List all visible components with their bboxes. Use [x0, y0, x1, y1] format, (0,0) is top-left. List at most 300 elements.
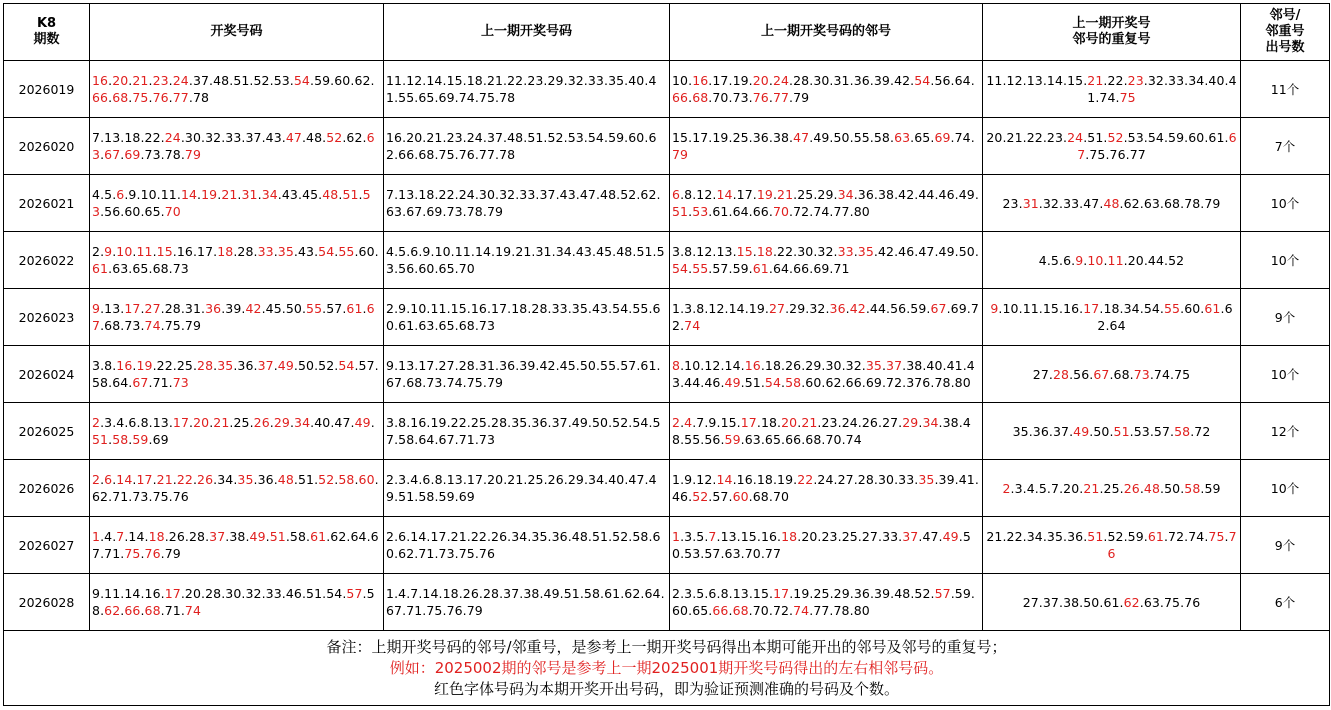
period-cell[interactable]: 2026028: [4, 574, 90, 631]
hit-number: 54: [293, 73, 310, 88]
hit-number: 76: [752, 90, 769, 105]
number: 55: [853, 130, 870, 145]
hit-number: 7: [116, 529, 125, 544]
number: 36: [1067, 529, 1084, 544]
number: 78: [164, 147, 181, 162]
number: 11: [986, 73, 1003, 88]
number: 75: [164, 318, 181, 333]
hit-number: 10: [1087, 252, 1104, 268]
number: 8: [696, 301, 705, 316]
draw-cell[interactable]: 7.13.18.22.24.30.32.33.37.43.47.48.52.62.63.67.69.73.78.79: [90, 118, 384, 175]
hit-number: 34: [837, 187, 854, 202]
number: 4: [92, 187, 101, 202]
number: 68: [104, 318, 121, 333]
notes-cell[interactable]: [4, 631, 1330, 706]
period-cell[interactable]: 2026019: [4, 61, 90, 118]
prev-draw-cell[interactable]: 2.3.4.6.8.13.17.20.21.25.26.29.34.40.47.49.51.58.59.69: [384, 460, 670, 517]
number: 24: [466, 130, 483, 145]
hit-number: 52: [692, 489, 709, 504]
number: 16: [470, 301, 487, 316]
neighbors-cell[interactable]: 2.4.7.9.15.17.18.20.21.23.24.26.27.29.34.38.48.55.56.59.63.65.66.68.70.74: [670, 403, 983, 460]
hit-number: 47: [285, 130, 302, 145]
number: 50: [285, 301, 302, 316]
header-prev-draw[interactable]: 上一期开奖号码: [384, 4, 670, 61]
number: 76: [458, 147, 475, 162]
hit-number: 14: [116, 472, 133, 487]
number: 17: [466, 472, 483, 487]
draw-cell[interactable]: 3.8.16.19.22.25.28.35.36.37.49.50.52.54.57.58.64.67.71.73: [90, 346, 384, 403]
number: 11: [430, 301, 447, 316]
prev-draw-cell[interactable]: 16.20.21.23.24.37.48.51.52.53.54.59.60.62.66.68.75.76.77.78: [384, 118, 670, 175]
number: 51: [636, 244, 653, 259]
draw-cell[interactable]: 2.6.14.17.21.22.26.34.35.36.48.51.52.58.60.62.71.73.75.76: [90, 460, 384, 517]
hit-number: 75: [132, 90, 149, 105]
number: 25: [797, 187, 814, 202]
number: 35: [571, 301, 588, 316]
number: 28: [857, 472, 874, 487]
number: 1: [672, 301, 681, 316]
hit-number: 58: [338, 472, 355, 487]
number: 27: [837, 472, 854, 487]
number: 61: [604, 586, 621, 601]
count-cell[interactable]: 10个: [1241, 460, 1330, 517]
number: 11: [1022, 301, 1039, 316]
number: 28: [237, 244, 254, 259]
number: 70: [712, 90, 729, 105]
period-cell[interactable]: 2026026: [4, 460, 90, 517]
number: 22: [1006, 529, 1023, 544]
hit-number: 18: [148, 529, 165, 544]
hit-number: 61: [346, 301, 363, 316]
number: 14: [474, 244, 492, 259]
count-cell[interactable]: 12个: [1241, 403, 1330, 460]
period-cell[interactable]: 2026022: [4, 232, 90, 289]
number: 3: [684, 529, 693, 544]
number: 22: [1107, 73, 1124, 88]
number: 79: [793, 90, 810, 105]
number: 28: [164, 301, 181, 316]
prev-draw-cell[interactable]: 9.13.17.27.28.31.36.39.42.45.50.55.57.61.67.68.73.74.75.79: [384, 346, 670, 403]
number: 60: [386, 301, 661, 333]
hit-number: 27: [768, 301, 786, 316]
number: 40: [1208, 73, 1225, 88]
number: 17: [692, 130, 709, 145]
hit-number: 67: [132, 375, 149, 390]
hit-number: 61: [310, 529, 327, 544]
number: 71: [152, 375, 169, 390]
number: 32: [567, 73, 584, 88]
number: 3: [1014, 480, 1023, 496]
number: 21: [986, 529, 1003, 544]
count-cell[interactable]: 9个: [1241, 289, 1330, 346]
hit-number: 20: [752, 73, 769, 88]
hit-number: 11: [1107, 252, 1124, 268]
number: 37: [551, 415, 568, 430]
number: 6: [422, 472, 431, 487]
hit-number: 59: [724, 432, 741, 447]
hit-number: 19: [756, 187, 773, 202]
number: 37: [1052, 423, 1070, 439]
count-cell[interactable]: 11个: [1241, 61, 1330, 118]
neighbors-cell[interactable]: 3.8.12.13.15.18.22.30.32.33.35.42.46.47.49.50.54.55.57.59.61.64.66.69.71: [670, 232, 983, 289]
number: 13: [1026, 73, 1043, 88]
number: 16: [144, 586, 161, 601]
number: 32: [205, 130, 222, 145]
number: 47: [1083, 195, 1100, 211]
number: 59: [1204, 480, 1221, 496]
hit-number: 42: [849, 301, 866, 316]
number: 13: [720, 529, 737, 544]
header-repeats-line2: 邻号的重复号: [1072, 32, 1151, 47]
number: 51: [233, 73, 250, 88]
hit-number: 51: [92, 432, 109, 447]
hit-number: 58: [1184, 480, 1201, 496]
number: 62: [624, 586, 641, 601]
number: 80: [853, 603, 870, 618]
hit-number: 42: [245, 301, 262, 316]
number: 56: [104, 204, 121, 219]
number: 60: [628, 130, 645, 145]
number: 34: [555, 244, 572, 259]
prev-draw-cell[interactable]: 3.8.16.19.22.25.28.35.36.37.49.50.52.54.57.58.64.67.71.73: [384, 403, 670, 460]
number: 54: [1147, 130, 1164, 145]
hit-number: 19: [201, 187, 218, 202]
number: 32: [499, 187, 516, 202]
hit-number: 68: [732, 603, 749, 618]
note-line-2: 例如：2025002期的邻号是参考上一期2025001期开奖号码得出的左右相邻号码。: [389, 658, 944, 677]
number: 25: [841, 529, 858, 544]
hit-number: 49: [942, 529, 959, 544]
header-count[interactable]: [1241, 4, 1330, 61]
hit-number: 49: [724, 375, 741, 390]
number: 51: [398, 489, 415, 504]
hit-number: 77: [172, 90, 189, 105]
number: 14: [124, 586, 141, 601]
header-prev-neighbors[interactable]: 上一期开奖号码的邻号: [670, 4, 983, 61]
number: 44: [918, 187, 935, 202]
period-cell[interactable]: 2026021: [4, 175, 90, 232]
number: 62: [330, 529, 347, 544]
number: 39: [225, 301, 242, 316]
header-draw[interactable]: 开奖号码: [90, 4, 384, 61]
hit-number: 52: [318, 472, 335, 487]
count-cell[interactable]: 10个: [1241, 232, 1330, 289]
number: 15: [450, 301, 467, 316]
number: 46: [938, 187, 955, 202]
number: 45: [302, 187, 319, 202]
number: 45: [265, 301, 282, 316]
hit-number: 26: [1123, 480, 1140, 496]
number: 32: [1042, 195, 1059, 211]
number: 10: [684, 358, 701, 373]
hit-number: 54: [318, 244, 335, 259]
number: 22: [144, 130, 161, 145]
period-cell[interactable]: 2026020: [4, 118, 90, 175]
number: 52: [253, 73, 270, 88]
count-cell[interactable]: 6个: [1241, 574, 1330, 631]
number: 57: [704, 546, 721, 561]
hit-number: 16: [92, 73, 109, 88]
neighbors-cell[interactable]: 10.16.17.19.20.24.28.30.31.36.39.42.54.56.64.66.68.70.73.76.77.79: [670, 61, 983, 118]
number: 16: [1063, 301, 1080, 316]
number: 33: [1168, 73, 1185, 88]
prev-draw-cell[interactable]: 11.12.14.15.18.21.22.23.29.32.33.35.40.41.55.65.69.74.75.78: [384, 61, 670, 118]
hit-number: 60: [732, 489, 749, 504]
draw-cell[interactable]: 16.20.21.23.24.37.48.51.52.53.54.59.60.62.66.68.75.76.77.78: [90, 61, 384, 118]
neighbors-cell[interactable]: 1.3.8.12.14.19.27.29.32.36.42.44.56.59.67.69.72.74: [670, 289, 983, 346]
number: 77: [478, 147, 495, 162]
draw-cell[interactable]: 1.4.7.14.18.26.28.37.38.49.51.58.61.62.64.67.71.75.76.79: [90, 517, 384, 574]
number: 13: [732, 586, 749, 601]
prev-draw-cell[interactable]: 7.13.18.22.24.30.32.33.37.43.47.48.52.62.63.67.69.73.78.79: [384, 175, 670, 232]
number: 11: [160, 187, 177, 202]
number: 18: [764, 358, 781, 373]
number: 10: [140, 187, 157, 202]
hit-number: 68: [692, 90, 709, 105]
hit-number: 48: [322, 187, 339, 202]
hit-number: 21: [156, 472, 173, 487]
number: 52: [612, 529, 629, 544]
neighbors-cell[interactable]: 6.8.12.14.17.19.21.25.29.34.36.38.42.44.46.49.51.53.61.64.66.70.72.74.77.80: [670, 175, 983, 232]
number: 69: [438, 90, 455, 105]
number: 7: [92, 130, 101, 145]
hit-number: 37: [209, 529, 226, 544]
number: 42: [539, 358, 556, 373]
number: 26: [462, 586, 479, 601]
header-prev-neighbor-repeats[interactable]: [983, 4, 1241, 61]
neighbors-cell[interactable]: 15.17.19.25.36.38.47.49.50.55.58.63.65.69.74.79: [670, 118, 983, 175]
number: 53: [273, 73, 290, 88]
number: 5: [1038, 480, 1047, 496]
number: 65: [692, 603, 709, 618]
number: 20: [406, 130, 423, 145]
number: 62: [92, 489, 109, 504]
neighbors-cell[interactable]: 1.9.12.14.16.18.19.22.24.27.28.30.33.35.39.41.46.52.57.60.68.70: [670, 460, 983, 517]
number: 72: [772, 603, 790, 618]
number: 69: [865, 375, 882, 390]
number: 4: [386, 244, 395, 259]
number: 50: [1093, 423, 1110, 439]
number: 50: [591, 415, 609, 430]
number: 43: [575, 244, 592, 259]
number: 18: [511, 301, 528, 316]
number: 68: [752, 489, 769, 504]
number: 8: [720, 586, 729, 601]
number: 18: [442, 586, 459, 601]
number: 30: [813, 73, 830, 88]
hit-number: 79: [672, 147, 689, 162]
hit-number: 61: [92, 261, 109, 276]
number: 12: [708, 301, 725, 316]
number: 17: [418, 358, 435, 373]
prev-draw-cell[interactable]: 1.4.7.14.18.26.28.37.38.49.51.58.61.62.64.67.71.75.76.79: [384, 574, 670, 631]
number: 48: [306, 130, 323, 145]
hit-number: 26: [253, 415, 270, 430]
count-cell[interactable]: 7个: [1241, 118, 1330, 175]
hit-number: 35: [217, 358, 234, 373]
number: 20: [801, 529, 818, 544]
number: 74: [1099, 90, 1116, 105]
hit-number: 51: [1087, 529, 1104, 544]
period-cell[interactable]: 2026027: [4, 517, 90, 574]
repeats-cell[interactable]: 35.36.37.49.50.51.53.57.58.72: [983, 403, 1241, 460]
number: 18: [418, 187, 435, 202]
number: 28: [458, 358, 475, 373]
number: 11: [386, 73, 403, 88]
number: 54: [1143, 301, 1160, 316]
period-cell[interactable]: 2026025: [4, 403, 90, 460]
number: 27: [882, 415, 899, 430]
hit-number: 58: [112, 432, 129, 447]
number: 58: [92, 586, 375, 618]
hit-number: 28: [197, 358, 214, 373]
number: 73: [438, 546, 455, 561]
hit-number: 60: [358, 472, 375, 487]
number: 36: [853, 73, 870, 88]
header-period-line1: K8: [36, 16, 57, 31]
repeats-cell[interactable]: 2.3.4.5.7.20.21.25.26.48.50.58.59: [983, 460, 1241, 517]
number: 29: [817, 187, 834, 202]
number: 67: [386, 375, 403, 390]
number: 65: [144, 204, 161, 219]
hit-number: 69: [124, 147, 141, 162]
table-row: [4, 289, 1330, 346]
number: 12: [406, 73, 423, 88]
number: 9: [92, 586, 101, 601]
number: 8: [398, 415, 407, 430]
number: 15: [720, 415, 737, 430]
prev-draw-cell[interactable]: 2.9.10.11.15.16.17.18.28.33.35.43.54.55.60.61.63.65.68.73: [384, 289, 670, 346]
number: 33: [225, 130, 242, 145]
hit-number: 2: [92, 415, 101, 430]
number: 21: [515, 244, 532, 259]
repeats-cell[interactable]: 9.10.11.15.16.17.18.34.54.55.60.61.62.64: [983, 289, 1241, 346]
number: 52: [318, 358, 335, 373]
number: 74: [845, 432, 862, 447]
number: 7: [410, 586, 419, 601]
prev-draw-cell[interactable]: 2.6.14.17.21.22.26.34.35.36.48.51.52.58.60.62.71.73.75.76: [384, 517, 670, 574]
hit-number: 54: [672, 261, 689, 276]
neighbors-cell[interactable]: 2.3.5.6.8.13.15.17.19.25.29.36.39.48.52.57.59.60.65.66.68.70.72.74.77.78.80: [670, 574, 983, 631]
number: 13: [104, 301, 121, 316]
number: 68: [1164, 195, 1181, 211]
number: 37: [539, 187, 556, 202]
number: 74: [458, 90, 475, 105]
number: 52: [1168, 252, 1185, 268]
repeats-cell[interactable]: 27.28.56.67.68.73.74.75: [983, 346, 1241, 403]
number: 71: [418, 546, 435, 561]
number: 75: [152, 489, 169, 504]
number: 2: [386, 529, 395, 544]
number: 50: [833, 130, 850, 145]
number: 70: [772, 489, 790, 504]
number: 19: [430, 415, 447, 430]
repeats-cell[interactable]: 23.31.32.33.47.48.62.63.68.78.79: [983, 175, 1241, 232]
number: 31: [535, 244, 552, 259]
period-cell[interactable]: 2026024: [4, 346, 90, 403]
repeats-cell[interactable]: 21.22.34.35.36.51.52.59.61.72.74.75.76: [983, 517, 1241, 574]
number: 8: [434, 472, 443, 487]
number: 65: [438, 261, 455, 276]
number: 19: [495, 244, 512, 259]
neighbors-cell[interactable]: 1.3.5.7.13.15.16.18.20.23.25.27.33.37.47.49.50.53.57.63.70.77: [670, 517, 983, 574]
number: 8: [684, 187, 693, 202]
count-cell[interactable]: 9个: [1241, 517, 1330, 574]
number: 36: [531, 415, 548, 430]
repeats-cell[interactable]: 4.5.6.9.10.11.20.44.52: [983, 232, 1241, 289]
table-row: [4, 175, 1330, 232]
header-count-line3: 出号数: [1265, 40, 1305, 55]
hit-number: 14: [180, 187, 198, 202]
number: 70: [744, 546, 761, 561]
draw-cell[interactable]: 2.9.10.11.15.16.17.18.28.33.35.43.54.55.60.61.63.65.68.73: [90, 232, 384, 289]
hit-number: 20: [781, 415, 798, 430]
number: 40: [628, 73, 645, 88]
number: 49: [543, 586, 560, 601]
hit-number: 18: [781, 529, 798, 544]
number: 47: [579, 187, 596, 202]
number: 50: [958, 244, 975, 259]
number: 54: [587, 130, 604, 145]
number: 37: [503, 586, 520, 601]
hit-number: 37: [886, 358, 903, 373]
number: 61: [640, 358, 657, 373]
number: 19: [748, 301, 765, 316]
count-cell[interactable]: 10个: [1241, 175, 1330, 232]
number: 39: [938, 472, 955, 487]
number: 59: [954, 586, 971, 601]
number: 57: [386, 415, 661, 447]
header-period[interactable]: [4, 4, 90, 61]
number: 79: [486, 204, 504, 219]
number: 67: [406, 204, 423, 219]
draw-cell[interactable]: 9.13.17.27.28.31.36.39.42.45.50.55.57.61.67.68.73.74.75.79: [90, 289, 384, 346]
number: 38: [523, 586, 540, 601]
draw-cell[interactable]: 9.11.14.16.17.20.28.30.32.33.46.51.54.57.58.62.66.68.71.74: [90, 574, 384, 631]
draw-cell[interactable]: 2.3.4.6.8.13.17.20.21.25.26.29.34.40.47.49.51.58.59.69: [90, 403, 384, 460]
draw-cell[interactable]: 4.5.6.9.10.11.14.19.21.31.34.43.45.48.51.53.56.60.65.70: [90, 175, 384, 232]
hit-number: 8: [672, 358, 681, 373]
number: 78: [466, 204, 483, 219]
repeats-cell[interactable]: 11.12.13.14.15.21.22.23.32.33.34.40.41.74.75: [983, 61, 1241, 118]
number: 52: [620, 187, 637, 202]
hit-number: 37: [902, 529, 919, 544]
repeats-cell[interactable]: 20.21.22.23.24.51.52.53.54.59.60.61.67.75.76.77: [983, 118, 1241, 175]
number: 33: [587, 73, 604, 88]
hit-number: 67: [1093, 366, 1110, 382]
number: 14: [1046, 73, 1064, 88]
number: 14: [422, 586, 439, 601]
neighbors-cell[interactable]: 8.10.12.14.16.18.26.29.30.32.35.37.38.40.41.43.44.46.49.51.54.58.60.62.66.69.72.376.78.80: [670, 346, 983, 403]
hit-number: 16: [744, 358, 761, 373]
number: 46: [672, 489, 689, 504]
number: 20: [986, 130, 1003, 145]
repeats-cell[interactable]: 27.37.38.50.61.62.63.75.76: [983, 574, 1241, 631]
count-cell[interactable]: 10个: [1241, 346, 1330, 403]
number: 13: [104, 130, 121, 145]
period-cell[interactable]: 2026023: [4, 289, 90, 346]
table-row: [4, 232, 1330, 289]
number: 28: [188, 529, 206, 544]
prev-draw-cell[interactable]: 4.5.6.9.10.11.14.19.21.31.34.43.45.48.51.53.56.60.65.70: [384, 232, 670, 289]
hit-number: 54: [338, 358, 355, 373]
number: 51: [527, 130, 544, 145]
number: 6: [398, 529, 407, 544]
number: 20: [1063, 480, 1080, 496]
number: 18: [760, 415, 778, 430]
hit-number: 70: [772, 204, 790, 219]
number: 23: [821, 415, 838, 430]
